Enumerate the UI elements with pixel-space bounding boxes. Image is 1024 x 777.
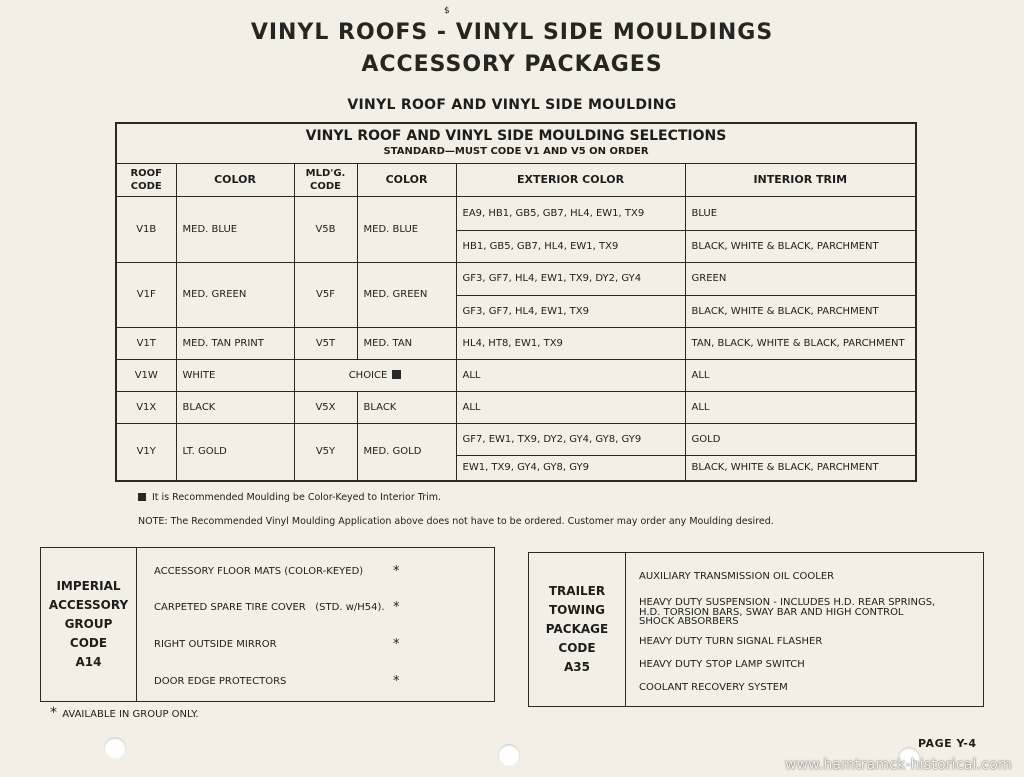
col-color-mldg: COLOR <box>357 163 456 196</box>
package-label-line: CODE <box>558 641 596 655</box>
asterisk-icon: * <box>393 637 400 652</box>
group-label-line: ACCESSORY <box>48 598 129 612</box>
roof-color: WHITE <box>176 359 294 391</box>
punch-hole <box>498 744 520 766</box>
roof-code: V1X <box>116 391 176 423</box>
table-row <box>116 196 916 230</box>
exterior-colors: ALL <box>456 359 685 391</box>
package-label-line: TOWING <box>549 603 605 617</box>
package-label <box>529 553 626 706</box>
exterior-colors: GF7, EW1, TX9, DY2, GY4, GY8, GY9 <box>456 423 685 455</box>
roof-color: MED. GREEN <box>176 262 294 327</box>
roof-color: LT. GOLD <box>176 423 294 481</box>
interior-trim: BLUE <box>685 196 916 230</box>
mldg-color: MED. TAN <box>357 327 456 359</box>
general-note: NOTE: The Recommended Vinyl Moulding Application above does not have to be ordered. Customer may order any Moulding desired. <box>138 516 774 527</box>
table-row <box>116 391 916 423</box>
list-item: SHOCK ABSORBERS <box>639 616 739 627</box>
table-row <box>116 327 916 359</box>
table-row <box>116 423 916 455</box>
page-mark: $ <box>444 6 450 16</box>
col-color: COLOR <box>176 163 294 196</box>
group-label <box>41 548 137 701</box>
table-subtitle: STANDARD—MUST CODE V1 AND V5 ON ORDER <box>383 146 649 158</box>
asterisk-icon: * <box>393 600 400 615</box>
footnote-text: AVAILABLE IN GROUP ONLY. <box>62 709 199 720</box>
list-item: DOOR EDGE PROTECTORS <box>154 676 287 687</box>
roof-code: V1B <box>116 196 176 262</box>
group-label-line: GROUP <box>64 617 113 631</box>
mldg-code: V5T <box>294 327 357 359</box>
interior-trim: BLACK, WHITE & BLACK, PARCHMENT <box>685 455 916 481</box>
exterior-colors: HB1, GB5, GB7, HL4, EW1, TX9 <box>456 230 685 262</box>
mldg-code: V5B <box>294 196 357 262</box>
choice-label: CHOICE <box>348 369 388 381</box>
table-header <box>116 123 916 163</box>
interior-trim: GREEN <box>685 262 916 295</box>
group-label-line: IMPERIAL <box>56 579 121 593</box>
table-row <box>116 359 916 391</box>
interior-trim: BLACK, WHITE & BLACK, PARCHMENT <box>685 230 916 262</box>
exterior-colors: GF3, GF7, HL4, EW1, TX9, DY2, GY4 <box>456 262 685 295</box>
interior-trim: ALL <box>685 359 916 391</box>
col-interior-trim: INTERIOR TRIM <box>685 163 916 196</box>
page-title: VINYL ROOFS - VINYL SIDE MOULDINGS <box>250 20 774 45</box>
list-item: HEAVY DUTY STOP LAMP SWITCH <box>639 659 805 670</box>
exterior-colors: HL4, HT8, EW1, TX9 <box>456 327 685 359</box>
list-item: RIGHT OUTSIDE MIRROR <box>154 639 277 650</box>
exterior-colors: GF3, GF7, HL4, EW1, TX9 <box>456 295 685 327</box>
list-item: COOLANT RECOVERY SYSTEM <box>639 682 788 693</box>
interior-trim: GOLD <box>685 423 916 455</box>
mldg-choice <box>294 359 456 391</box>
exterior-colors: ALL <box>456 391 685 423</box>
interior-trim: BLACK, WHITE & BLACK, PARCHMENT <box>685 295 916 327</box>
punch-hole <box>104 737 126 759</box>
page-title-secondary: ACCESSORY PACKAGES <box>361 52 663 77</box>
asterisk-icon: * <box>50 705 57 721</box>
roof-code: V1Y <box>116 423 176 481</box>
mldg-color: BLACK <box>357 391 456 423</box>
col-exterior-color: EXTERIOR COLOR <box>456 163 685 196</box>
list-item: HEAVY DUTY TURN SIGNAL FLASHER <box>639 636 823 647</box>
col-mldg-code: MLD'G. CODE <box>294 163 357 196</box>
list-item: H.D. TORSION BARS, SWAY BAR AND HIGH CONTROL <box>639 607 904 618</box>
roof-color: MED. BLUE <box>176 196 294 262</box>
watermark: www.hamtramck-historical.com <box>785 757 1012 773</box>
trailer-towing-package-box <box>528 552 984 707</box>
mldg-code: V5X <box>294 391 357 423</box>
group-label-line: A14 <box>75 655 102 669</box>
table-row <box>116 262 916 295</box>
recommend-square-icon <box>138 493 146 501</box>
col-roof-code: ROOF CODE <box>116 163 176 196</box>
list-item: ACCESSORY FLOOR MATS (COLOR-KEYED) <box>154 566 364 577</box>
roof-color: MED. TAN PRINT <box>176 327 294 359</box>
roof-color: BLACK <box>176 391 294 423</box>
interior-trim: TAN, BLACK, WHITE & BLACK, PARCHMENT <box>685 327 916 359</box>
mldg-color: MED. GOLD <box>357 423 456 481</box>
exterior-colors: EA9, HB1, GB5, GB7, HL4, EW1, TX9 <box>456 196 685 230</box>
asterisk-icon: * <box>393 564 400 579</box>
roof-code: V1W <box>116 359 176 391</box>
mldg-color: MED. BLUE <box>357 196 456 262</box>
asterisk-icon: * <box>393 674 400 689</box>
section-subtitle: VINYL ROOF AND VINYL SIDE MOULDING <box>347 97 677 113</box>
list-item: AUXILIARY TRANSMISSION OIL COOLER <box>639 571 835 582</box>
package-label-line: PACKAGE <box>545 622 609 636</box>
recommend-square-icon <box>392 370 401 379</box>
mldg-code: V5Y <box>294 423 357 481</box>
imperial-accessory-group-box <box>40 547 495 702</box>
list-item: HEAVY DUTY SUSPENSION - INCLUDES H.D. REAR SPRINGS, <box>639 597 936 608</box>
mldg-color: MED. GREEN <box>357 262 456 327</box>
page-number: PAGE Y-4 <box>918 737 977 750</box>
exterior-colors: EW1, TX9, GY4, GY8, GY9 <box>456 455 685 481</box>
table-title: VINYL ROOF AND VINYL SIDE MOULDING SELECTIONS <box>305 128 727 145</box>
recommend-note <box>138 492 441 503</box>
moulding-selection-table <box>115 122 917 482</box>
roof-code: V1F <box>116 262 176 327</box>
interior-trim: ALL <box>685 391 916 423</box>
mldg-code: V5F <box>294 262 357 327</box>
recommend-note-text: It is Recommended Moulding be Color-Keyed to Interior Trim. <box>152 492 442 503</box>
group-label-line: CODE <box>69 636 108 650</box>
footnote <box>50 705 199 721</box>
list-item: CARPETED SPARE TIRE COVER (STD. w/H54). <box>154 602 385 613</box>
roof-code: V1T <box>116 327 176 359</box>
package-label-line: TRAILER <box>548 584 606 598</box>
package-label-line: A35 <box>564 660 590 674</box>
